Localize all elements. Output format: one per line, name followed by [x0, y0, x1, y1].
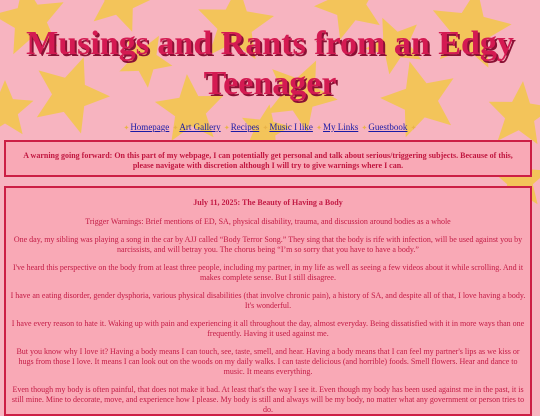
- sparkle-icon: ✦: [362, 124, 368, 132]
- post-title: July 11, 2025: The Beauty of Having a Body: [10, 198, 526, 208]
- post-paragraph: But you know why I love it? Having a body means I can touch, see, taste, smell, and hear. Having a body means that I can feel my partner's lips as we kiss or hugs from those I love. It means I can look out on the woods on my daily walks. I can taste delicious (and horrible) foods. Smell flowers. Hear and dance to music. It means everything.: [10, 347, 526, 377]
- nav-link-homepage[interactable]: Homepage: [130, 122, 169, 132]
- nav-link-my-links[interactable]: My Links: [323, 122, 358, 132]
- trigger-warnings: Trigger Warnings: Brief mentions of ED, SA, physical disability, trauma, and discussion around bodies as a whole: [10, 217, 526, 227]
- sparkle-icon: ✦: [263, 124, 269, 132]
- sparkle-icon: ✦: [224, 124, 230, 132]
- warning-text: A warning going forward: On this part of my webpage, I can potentially get personal and talk about serious/triggering subjects. Because of this, please navigate with discretion although I will try to give warnings where I can.: [23, 151, 513, 170]
- post-paragraph: I've heard this perspective on the body from at least three people, including my partner, in my life as well as seeing a few videos about it while scrolling. And it makes complete sense. But I still disagree.: [10, 263, 526, 283]
- post-paragraph: I have every reason to hate it. Waking up with pain and experiencing it all throughout the day, almost everyday. Being dissatisfied with it in more ways than one frequently. Having it used against me.: [10, 319, 526, 339]
- nav-link-art-gallery[interactable]: Art Gallery: [179, 122, 220, 132]
- sparkle-icon: ✦: [173, 124, 179, 132]
- post-paragraph: I have an eating disorder, gender dysphoria, various physical disabilities (that involve chronic pain), a history of SA, and despite all of that, I love having a body. It's wonderful.: [10, 291, 526, 311]
- sparkle-icon: ✦: [411, 124, 417, 132]
- post-paragraph: One day, my sibling was playing a song in the car by AJJ called “Body Terror Song.” They sing that the body is rife with infection, will be used against you by narcissists, and will betray you. The chorus being “I’m so sorry that you have to have a body.”: [10, 235, 526, 255]
- warning-box: [4, 140, 532, 177]
- site-title: Musings and Rants from an Edgy Teenager: [0, 0, 540, 104]
- nav-link-music-i-like[interactable]: Music I like: [269, 122, 313, 132]
- nav-link-guestbook[interactable]: Guestbook: [368, 122, 407, 132]
- nav-bar: [0, 121, 540, 134]
- sparkle-icon: ✦: [316, 124, 322, 132]
- nav-link-recipes[interactable]: Recipes: [231, 122, 260, 132]
- blog-post: [4, 186, 532, 416]
- post-paragraph: Even though my body is often painful, that does not make it bad. At least that's the way I see it. Even though my body has been used against me in the past, it is still mine. Mine to decorate, move, and experience how I please. My body is still and always will be my body, no matter what any government or person tries to do.: [10, 385, 526, 415]
- sparkle-icon: ✦: [123, 124, 129, 132]
